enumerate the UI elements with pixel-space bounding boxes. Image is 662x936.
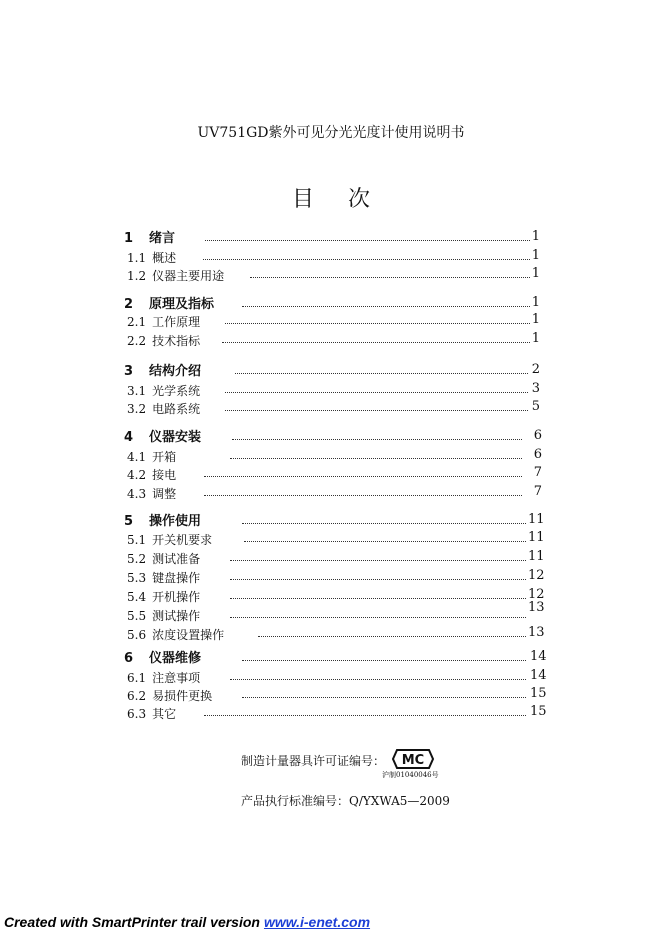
toc-entry-page: 7: [533, 465, 542, 480]
toc-entry-title: 仪器维修: [149, 651, 202, 666]
toc-heading: 目次: [291, 187, 404, 212]
mc-mark-text: MC: [401, 753, 425, 768]
toc-entry-number: 6.1: [127, 671, 147, 685]
toc-entry-number: 4.1: [127, 450, 147, 464]
toc-entry: [127, 333, 200, 349]
toc-leader-dots: [225, 323, 530, 324]
toc-entry-number: 4.2: [127, 468, 147, 482]
toc-entry-page: 11: [528, 512, 545, 527]
toc-entry-page: 7: [533, 484, 542, 499]
toc-entry-title: 调整: [152, 487, 177, 501]
toc-entry-page: 2: [531, 362, 540, 377]
toc-entry-page: 6: [533, 447, 542, 462]
toc-entry-number: 6.2: [127, 689, 147, 703]
toc-entry-title: 开机操作: [152, 590, 201, 604]
toc-entry-title: 仪器安装: [149, 430, 202, 445]
toc-leader-dots: [203, 259, 530, 260]
toc-leader-dots: [250, 277, 530, 278]
toc-entry-number: 1.1: [127, 251, 147, 265]
toc-entry: [124, 231, 175, 247]
toc-entry-page: 15: [530, 686, 547, 701]
toc-entry-page: 3: [531, 381, 540, 396]
toc-entry: [127, 467, 176, 483]
toc-leader-dots: [225, 410, 528, 411]
toc-entry-number: 5.3: [127, 571, 147, 585]
toc-leader-dots: [230, 617, 526, 618]
toc-entry-number: 1.2: [127, 269, 147, 283]
toc-entry-page: 1: [531, 229, 540, 244]
toc-entry: [127, 551, 200, 567]
toc-entry-page: 15: [530, 704, 547, 719]
toc-leader-dots: [204, 495, 522, 496]
toc-entry-number: 4.3: [127, 487, 147, 501]
toc-entry: [127, 486, 176, 502]
toc-entry-page: 13: [528, 600, 545, 615]
toc-entry: [127, 627, 224, 643]
toc-entry-number: 5.4: [127, 590, 147, 604]
toc-entry: [127, 570, 200, 586]
toc-entry-page: 12: [528, 568, 545, 583]
toc-leader-dots: [244, 541, 526, 542]
toc-leader-dots: [242, 523, 526, 524]
standard-number: 产品执行标准编号：Q/YXWA5—2009: [241, 794, 450, 808]
toc-leader-dots: [258, 636, 526, 637]
toc-leader-dots: [230, 560, 526, 561]
toc-leader-dots: [230, 679, 526, 680]
toc-entry-number: 1: [124, 231, 134, 246]
toc-leader-dots: [204, 715, 526, 716]
toc-entry-title: 原理及指标: [149, 297, 215, 312]
toc-entry: [124, 651, 201, 667]
toc-entry-number: 3.1: [127, 384, 147, 398]
toc-entry-page: 1: [531, 331, 540, 346]
toc-leader-dots: [242, 660, 526, 661]
toc-entry: [127, 706, 176, 722]
toc-entry-title: 仪器主要用途: [152, 269, 225, 283]
toc-entry-page: 1: [531, 248, 540, 263]
toc-entry: [124, 364, 201, 380]
toc-entry: [127, 250, 176, 266]
toc-entry: [127, 688, 212, 704]
toc-leader-dots: [230, 579, 526, 580]
toc-entry-page: 1: [531, 295, 540, 310]
toc-entry: [127, 268, 224, 284]
toc-entry-number: 2: [124, 297, 134, 312]
toc-entry-title: 测试操作: [152, 609, 201, 623]
document-title: UV751GD紫外可见分光光度计使用说明书: [197, 125, 465, 141]
license-label: 制造计量器具许可证编号：: [241, 754, 386, 768]
toc-entry: [127, 589, 200, 605]
watermark: [4, 914, 370, 930]
toc-entry-title: 结构介绍: [149, 364, 202, 379]
toc-leader-dots: [235, 373, 528, 374]
toc-entry-title: 浓度设置操作: [152, 628, 225, 642]
toc-entry-number: 5.5: [127, 609, 147, 623]
toc-entry-number: 5.6: [127, 628, 147, 642]
toc-entry-title: 键盘操作: [152, 571, 201, 585]
toc-leader-dots: [230, 458, 522, 459]
toc-leader-dots: [242, 697, 526, 698]
toc-entry-title: 接电: [152, 468, 177, 482]
toc-entry: [127, 670, 200, 686]
toc-entry: [127, 314, 200, 330]
license-code: 沪制01040046号: [382, 771, 439, 779]
toc-entry-page: 14: [530, 649, 547, 664]
toc-entry-page: 1: [531, 266, 540, 281]
toc-entry-title: 工作原理: [152, 315, 201, 329]
toc-entry-page: 5: [531, 399, 540, 414]
toc-entry-page: 13: [528, 625, 545, 640]
toc-entry-number: 6.3: [127, 707, 147, 721]
toc-entry-title: 技术指标: [152, 334, 201, 348]
toc-entry: [124, 430, 201, 446]
toc-entry: [127, 401, 200, 417]
toc-leader-dots: [205, 240, 530, 241]
toc-entry-title: 开箱: [152, 450, 177, 464]
toc-entry-number: 2.1: [127, 315, 147, 329]
toc-entry-title: 操作使用: [149, 514, 202, 529]
toc-entry: [127, 383, 200, 399]
toc-entry-number: 2.2: [127, 334, 147, 348]
toc-leader-dots: [232, 439, 522, 440]
toc-entry-page: 12: [528, 587, 545, 602]
toc-entry-page: 6: [533, 428, 542, 443]
toc-entry-number: 6: [124, 651, 134, 666]
toc-entry-title: 光学系统: [152, 384, 201, 398]
toc-entry-title: 概述: [152, 251, 177, 265]
toc-leader-dots: [225, 392, 528, 393]
toc-leader-dots: [242, 306, 530, 307]
toc-entry-title: 电路系统: [152, 402, 201, 416]
toc-entry-title: 绪言: [149, 231, 176, 246]
toc-leader-dots: [204, 476, 522, 477]
toc-entry-number: 3: [124, 364, 134, 379]
toc-entry-page: 14: [530, 668, 547, 683]
watermark-link[interactable]: www.i-enet.com: [263, 914, 371, 930]
toc-entry-title: 注意事项: [152, 671, 201, 685]
toc-leader-dots: [230, 598, 526, 599]
toc-entry-number: 5: [124, 514, 134, 529]
toc-entry-number: 4: [124, 430, 134, 445]
toc-entry-number: 5.1: [127, 533, 147, 547]
toc-entry: [124, 514, 201, 530]
mc-certification-logo: [391, 748, 435, 770]
toc-entry: [127, 449, 176, 465]
toc-entry-title: 其它: [152, 707, 177, 721]
toc-entry-number: 5.2: [127, 552, 147, 566]
toc-entry-title: 开关机要求: [152, 533, 213, 547]
toc-entry: [124, 297, 214, 313]
toc-leader-dots: [222, 342, 530, 343]
toc-entry-page: 11: [528, 549, 545, 564]
watermark-text: Created with SmartPrinter trail version: [4, 914, 260, 930]
toc-entry-page: 11: [528, 530, 545, 545]
toc-entry: [127, 608, 200, 624]
toc-entry-number: 3.2: [127, 402, 147, 416]
toc-entry-title: 易损件更换: [152, 689, 213, 703]
toc-entry-page: 1: [531, 312, 540, 327]
toc-entry-title: 测试准备: [152, 552, 201, 566]
toc-entry: [127, 532, 212, 548]
